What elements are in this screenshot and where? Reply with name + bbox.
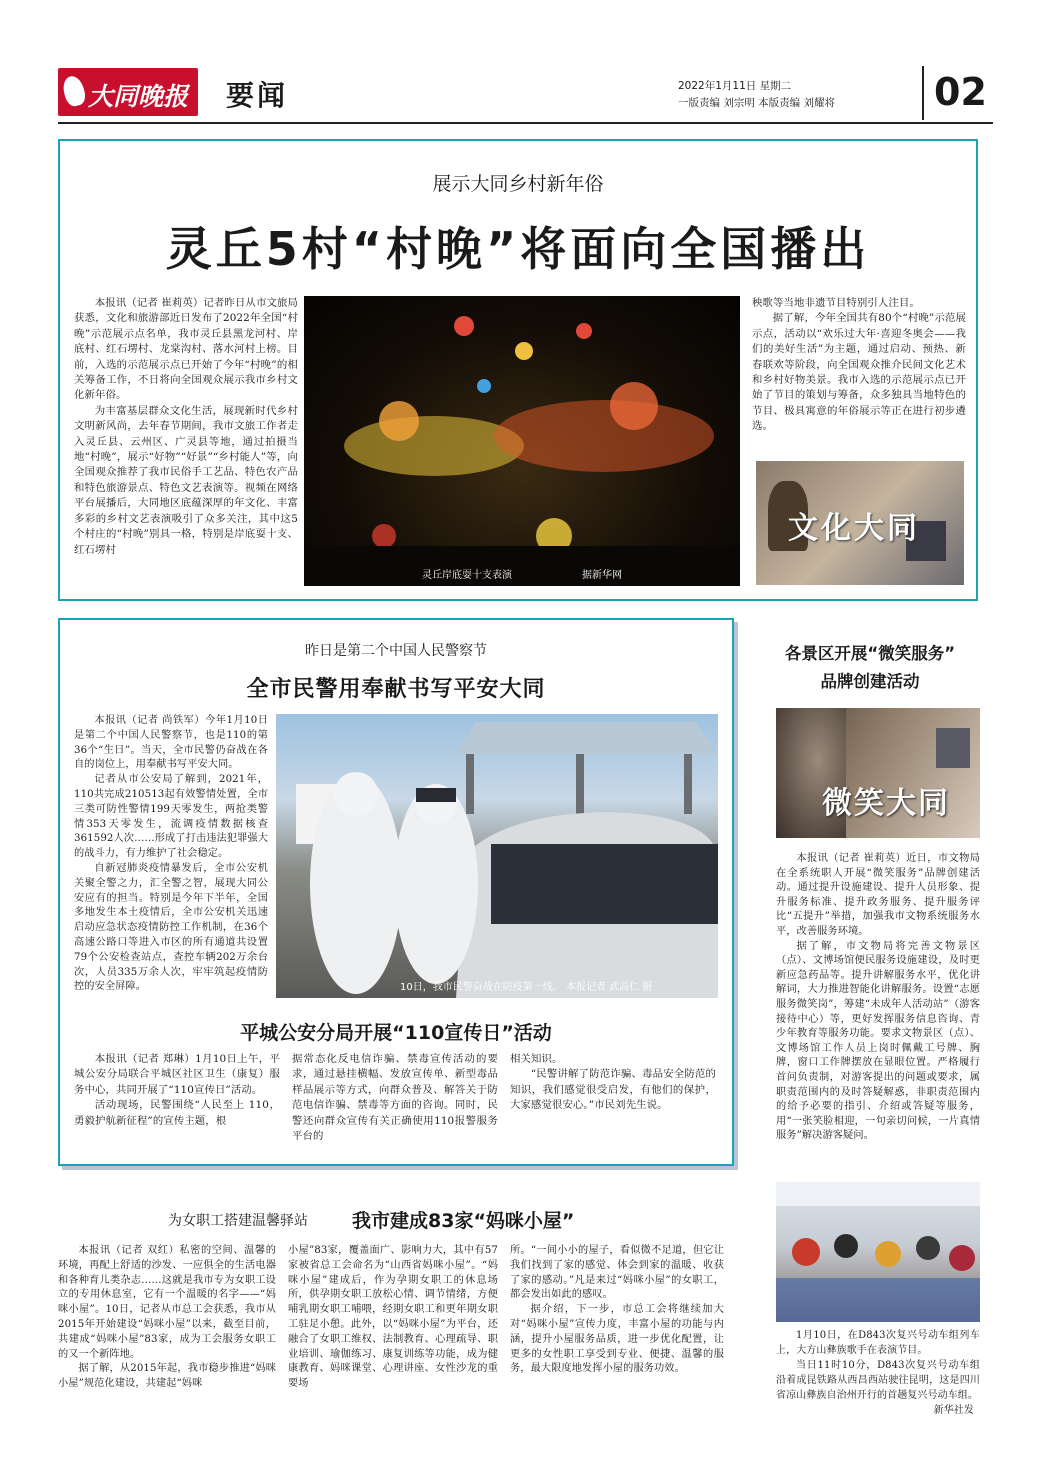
scenic-headline-2: 品牌创建活动 — [820, 672, 920, 691]
mommy-headline: 我市建成83家“妈咪小屋” — [352, 1210, 575, 1232]
logo-text: 大同晚报 — [88, 82, 189, 111]
paragraph: 据了解，市文物局将完善文物景区（点）、文博场馆便民服务设施建设，及时更新应急药品等。提升讲解服务水平，优化讲解词，大力推进智能化讲解服务。设置“志愿服务微笑岗”，筹建“未成年人活动站”（游客接待中心）等，更好发挥服务信息咨询、青少年教育等服务功能。要求文物景区（点）、文博场馆工作人员上岗时佩戴工号牌、胸牌，窗口工作牌摆放在显眼位置。严格履行首问负责制，对游客提出的问题或要求，属职责范围内的及时答疑解惑，非职责范围内的给予必要的指引、介绍或答疑等服务，用“一张笑脸相迎，一句亲切问候，一片真情服务”解决游客疑问。 — [776, 940, 980, 1142]
paragraph: 秧歌等当地非遗节目特别引人注目。 — [752, 297, 920, 309]
train-caption — [776, 1328, 980, 1468]
lead-photo — [304, 296, 740, 586]
lead-kicker: 展示大同乡村新年俗 — [432, 173, 604, 195]
scenic-body — [776, 852, 980, 1168]
paragraph: “民警讲解了防范诈骗、毒品安全防范的知识，我们感觉很受启发，有他们的保护，大家感觉很安心。”市民刘先生说。 — [510, 1068, 716, 1112]
paragraph: 本报讯（记者 崔莉英）近日，市文物局在全系统职人开展“微笑服务”品牌创建活动。通过提升设施建设、提升人员形象、提升服务标准、提升政务服务、提升服务评比“五提升”举措，加强我市文物系统服务水平，改善服务环境。 — [776, 853, 980, 937]
paragraph: 相关知识。 — [510, 1053, 563, 1065]
dragon-lantern-graphic — [304, 296, 740, 586]
promo-text: 微笑大同 — [822, 786, 950, 821]
lead-body-left — [74, 296, 298, 586]
header-rule — [58, 122, 993, 124]
header-divider — [922, 66, 924, 120]
photo-caption: 灵丘岸底耍十支表演 — [422, 570, 512, 581]
police-headline: 全市民警用奉献书写平安大同 — [246, 677, 546, 702]
paragraph: 所。“一间小小的屋子，看似微不足道，但它让我们找到了家的感觉、体会到家的温暖、收获了家的感动。”凡是来过“妈咪小屋”的女职工，都会发出如此的感叹。 — [510, 1245, 724, 1301]
masthead — [58, 64, 993, 122]
flame-icon — [60, 74, 87, 108]
paragraph: 据了解，今年全国共有80个“村晚”示范展示点，活动以“欢乐过大年·喜迎冬奥会——我们的美好生活”为主题，通过启动、预热、新春联欢等阶段，向全国观众推介民间文化艺术和乡村好物美景。我市入选的示范展示点已开始了节目的策划与筹备，众多独具当地特色的节目、极具寓意的年俗展示等正在进行初步遴选。 — [752, 312, 966, 433]
tower-silhouette — [936, 728, 970, 768]
paragraph: 1月10日，在D843次复兴号动车组列车上，大方山彝族歌手在表演节目。 — [776, 1330, 980, 1356]
pingcheng-col-1 — [74, 1052, 280, 1152]
mommy-col-1 — [58, 1244, 276, 1470]
paragraph: 据了解，从2015年起，我市稳步推进“妈咪小屋”规范化建设，共建起“妈咪 — [58, 1363, 276, 1390]
train-credit: 新华社发 — [933, 1405, 974, 1416]
paragraph: 活动现场，民警围绕“人民至上 110，勇毅护航新征程”的宣传主题，根 — [74, 1099, 280, 1127]
pingcheng-headline: 平城公安分局开展“110宣传日”活动 — [240, 1022, 552, 1044]
newspaper-logo — [58, 68, 198, 116]
paragraph: 自新冠肺炎疫情暴发后，全市公安机关聚全警之力，汇全警之智，展现大同公安应有的担当。特别是今年下半年，全国多地发生本土疫情后，全市公安机关迅速启动应急状态疫情防控工作机制，在36个高速公路口等进入市区的所有通道共设置79个公安检查站点，查控车辆202万余台次，人员335万余人次，牢牢筑起疫情防控的安全屏障。 — [74, 862, 268, 993]
mommy-col-2 — [288, 1244, 498, 1470]
photo-credit: 本报记者 武高仁 摄 — [566, 982, 653, 993]
paragraph: 小屋”83家，覆盖面广、影响力大，其中有57家被省总工会命名为“山西省妈咪小屋”。“妈咪小屋”建成后，作为孕期女职工的休息场所，供孕期女职工放松心情、调节情绪，方便哺乳期女职工哺喂，经期女职工和更年期女职工驻足小憩。此外，以“妈咪小屋”为平台，还融合了女职工维权、法制教育、心理疏导、职业培训、瑜伽练习、康复训练等功能，成为健康教育、妈咪课堂、心理讲座、女性沙龙的重要场 — [288, 1245, 498, 1390]
page-number: 02 — [934, 70, 987, 114]
train-photo — [776, 1182, 980, 1322]
lead-story-frame — [58, 139, 978, 601]
paragraph: 本报讯（记者 崔莉英）记者昨日从市文旅局获悉，文化和旅游部近日发布了2022年全国“村晚”示范展示点名单，我市灵丘县黑龙河村、岸底村、红石塄村、龙棠沟村、落水河村上榜。目前，入选的示范展示点已开始了今年“村晚”的相关筹备工作，不日将向全国观众展示我市乡村文化新年俗。 — [74, 297, 298, 402]
lead-body-right — [752, 296, 966, 456]
promo-text: 文化大同 — [788, 511, 920, 546]
pingcheng-col-2 — [292, 1052, 498, 1152]
paragraph: 据介绍，下一步，市总工会将继续加大对“妈咪小屋”宣传力度，丰富小屋的功能与内涵，提升小屋服务品质，进一步优化配置，让更多的女性职工享受到专业、便捷、温馨的服务，最大限度地发挥小屋的服务功效。 — [510, 1304, 724, 1375]
paragraph: 本报讯（记者 尚铁军）今年1月10日是第二个中国人民警察节，也是110的第36个“生日”。当天，全市民警仍奋战在各自的岗位上，用奉献书写平安大同。 — [74, 715, 268, 771]
culture-promo-banner[interactable] — [756, 461, 964, 585]
pingcheng-col-3 — [510, 1052, 716, 1152]
editors-line: 一版责编 刘宗明 本版责编 刘耀将 — [678, 97, 836, 109]
scenic-headline-1: 各景区开展“微笑服务” — [784, 644, 956, 663]
police-photo — [276, 714, 718, 998]
issue-date: 2022年1月11日 星期二 — [678, 80, 792, 92]
police-kicker: 昨日是第二个中国人民警察节 — [305, 643, 487, 659]
photo-credit: 据新华网 — [582, 570, 622, 581]
paragraph: 据常态化反电信诈骗、禁毒宣传活动的要求，通过悬挂横幅、发放宣传单、新型毒品样品展示等方式，向群众普及、解答关于防范电信诈骗、禁毒等方面的咨询。同时，民警还向群众宣传有关正确使用110报警服务平台的 — [292, 1053, 498, 1143]
paragraph: 记者从市公安局了解到，2021年，110共完成210513起有效警情处置，全市三类可防性警情199天零发生，两抢类警情353天零发生，流调疫情数据核查361592人次……形成了打击违法犯罪强大的战斗力，有力维护了社会稳定。 — [74, 774, 268, 860]
paragraph: 为丰富基层群众文化生活，展现新时代乡村文明新风尚，去年春节期间，我市文旅工作者走入灵丘县、云州区、广灵县等地，通过拍摄当地“村晚”，展示“好物”“好景”“乡村能人”等，向全国观众推荐了我市民俗手工艺品、特色农产品和特色旅游景点、特色文艺表演等。视频在网络平台展播后，大同地区底蕴深厚的年文化、丰富多彩的乡村文艺表演吸引了众多关注，其中这5个村庄的“村晚”别具一格，特别是岸底耍十支、红石塄村 — [74, 404, 298, 556]
section-title: 要闻 — [226, 79, 289, 112]
photo-caption: 10日，我市民警奋战在防疫第一线。 — [400, 982, 563, 993]
paragraph: 本报讯（记者 双红）私密的空间、温馨的环境，再配上舒适的沙发、一应俱全的生活电器和各种育儿类杂志……这就是我市专为女职工设立的专用休息室，它有一个温暖的名字——“妈咪小屋”。10日，记者从市总工会获悉，我市从2015年开始建设“妈咪小屋”以来，截至目前，共建成“妈咪小屋”83家，成为工会服务女职工的又一个新阵地。 — [58, 1245, 276, 1360]
police-body — [74, 714, 268, 1014]
mommy-col-3 — [510, 1244, 724, 1470]
lead-headline: 灵丘5村“村晚”将面向全国播出 — [165, 222, 871, 276]
smile-promo-banner[interactable] — [776, 708, 980, 838]
paragraph: 当日11时10分，D843次复兴号动车组沿着成昆铁路从西昌西站驶往昆明，这是四川省凉山彝族自治州开行的首趟复兴号动车组。 — [776, 1360, 980, 1401]
checkpoint-scene-graphic — [276, 714, 718, 998]
police-story-frame — [58, 618, 734, 1166]
paragraph: 本报讯（记者 郑琳）1月10日上午，平城公安分局联合平城区社区卫生（康复）服务中心，共同开展了“110宣传日”活动。 — [74, 1053, 280, 1096]
mommy-kicker: 为女职工搭建温馨驿站 — [168, 1213, 308, 1229]
train-interior-graphic — [776, 1182, 980, 1322]
